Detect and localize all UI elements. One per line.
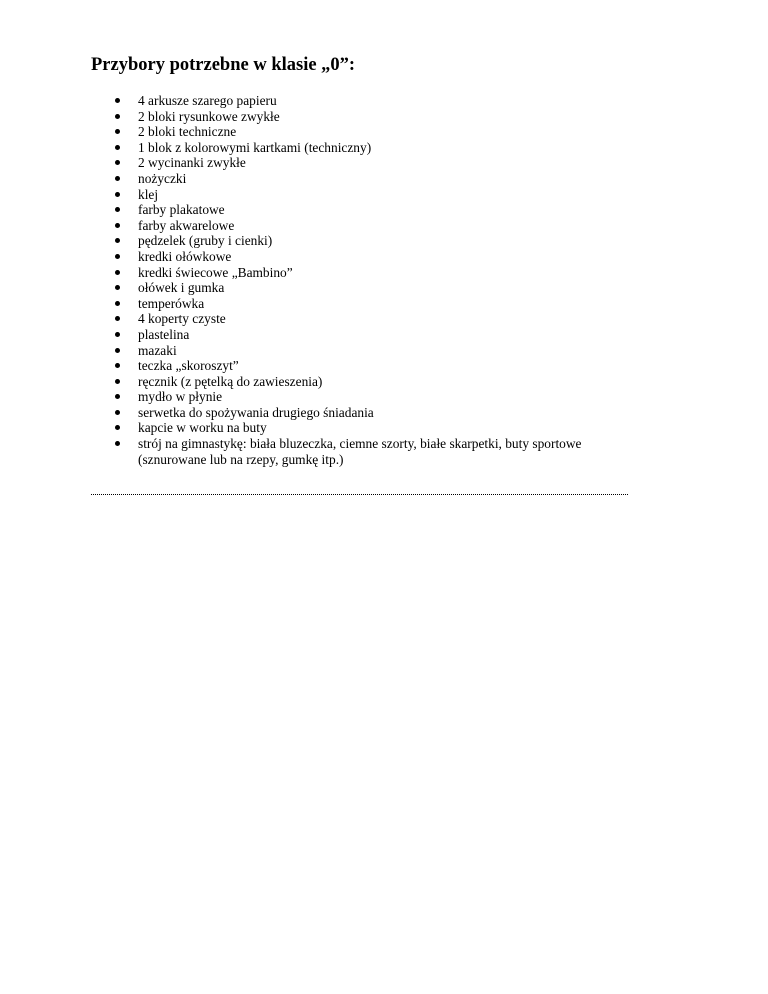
list-item-text: kredki ołówkowe	[138, 248, 232, 264]
bullet-icon	[115, 192, 120, 197]
list-item	[91, 343, 691, 359]
bullet-icon	[115, 160, 120, 165]
bullet-icon	[115, 145, 120, 150]
list-item	[91, 93, 691, 109]
list-item	[91, 327, 691, 343]
bullet-icon	[115, 270, 120, 275]
list-item-text: 1 blok z kolorowymi kartkami (techniczny)	[138, 139, 372, 155]
list-item-text: teczka „skoroszyt”	[138, 358, 239, 374]
list-item-text: ołówek i gumka	[138, 280, 225, 296]
list-item	[91, 420, 691, 436]
supply-list	[91, 93, 691, 467]
bullet-icon	[115, 332, 120, 337]
bullet-icon	[115, 207, 120, 212]
bullet-icon	[115, 394, 120, 399]
list-item-text: nożyczki	[138, 170, 187, 186]
list-item	[91, 405, 691, 421]
list-item	[91, 374, 691, 390]
list-item	[91, 155, 691, 171]
bullet-icon	[115, 441, 120, 446]
bullet-icon	[115, 238, 120, 243]
bullet-icon	[115, 98, 120, 103]
page-title: Przybory potrzebne w klasie „0”:	[91, 55, 356, 75]
list-item-text: 4 arkusze szarego papieru	[138, 93, 277, 108]
bullet-icon	[115, 348, 120, 353]
list-item	[91, 389, 691, 405]
bullet-icon	[115, 176, 120, 181]
list-item	[91, 265, 691, 281]
list-item-text: klej	[138, 186, 159, 202]
dotted-separator	[91, 494, 628, 495]
bullet-icon	[115, 301, 120, 306]
list-item	[91, 124, 691, 140]
list-item	[91, 109, 691, 125]
list-item	[91, 280, 691, 296]
bullet-icon	[115, 254, 120, 259]
bullet-icon	[115, 285, 120, 290]
list-item	[91, 249, 691, 265]
list-item-text: 2 bloki rysunkowe zwykłe	[138, 108, 280, 124]
list-item	[91, 218, 691, 234]
bullet-icon	[115, 114, 120, 119]
list-item	[91, 233, 691, 249]
list-item-text: plastelina	[138, 326, 190, 342]
list-item-text: 4 koperty czyste	[138, 311, 226, 327]
bullet-icon	[115, 316, 120, 321]
list-item	[91, 171, 691, 187]
list-item-text: farby plakatowe	[138, 202, 225, 218]
list-item	[91, 358, 691, 374]
list-item-text: 2 wycinanki zwykłe	[138, 155, 246, 171]
bullet-icon	[115, 425, 120, 430]
bullet-icon	[115, 363, 120, 368]
list-item-text: kapcie w worku na buty	[138, 420, 267, 436]
list-item-text: temperówka	[138, 295, 205, 311]
list-item	[91, 296, 691, 312]
bullet-icon	[115, 379, 120, 384]
list-item-text: 2 bloki techniczne	[138, 124, 237, 140]
list-item-text: kredki świecowe „Bambino”	[138, 264, 293, 280]
list-item	[91, 436, 691, 467]
list-item	[91, 202, 691, 218]
list-item	[91, 187, 691, 203]
list-item-text: ręcznik (z pętelką do zawieszenia)	[138, 373, 323, 389]
list-item-text: strój na gimnastykę: biała bluzeczka, ciemne szorty, białe skarpetki, buty sportowe	[138, 436, 582, 452]
list-item	[91, 140, 691, 156]
list-item-text: mydło w płynie	[138, 389, 223, 405]
bullet-icon	[115, 410, 120, 415]
list-item-text: farby akwarelowe	[138, 217, 235, 233]
bullet-icon	[115, 223, 120, 228]
list-item	[91, 311, 691, 327]
list-item-text: serwetka do spożywania drugiego śniadania	[138, 404, 374, 420]
list-item-text: pędzelek (gruby i cienki)	[138, 233, 273, 249]
bullet-icon	[115, 129, 120, 134]
list-item-text: mazaki	[138, 342, 177, 358]
list-item-continuation: (sznurowane lub na rzepy, gumkę itp.)	[138, 451, 344, 467]
